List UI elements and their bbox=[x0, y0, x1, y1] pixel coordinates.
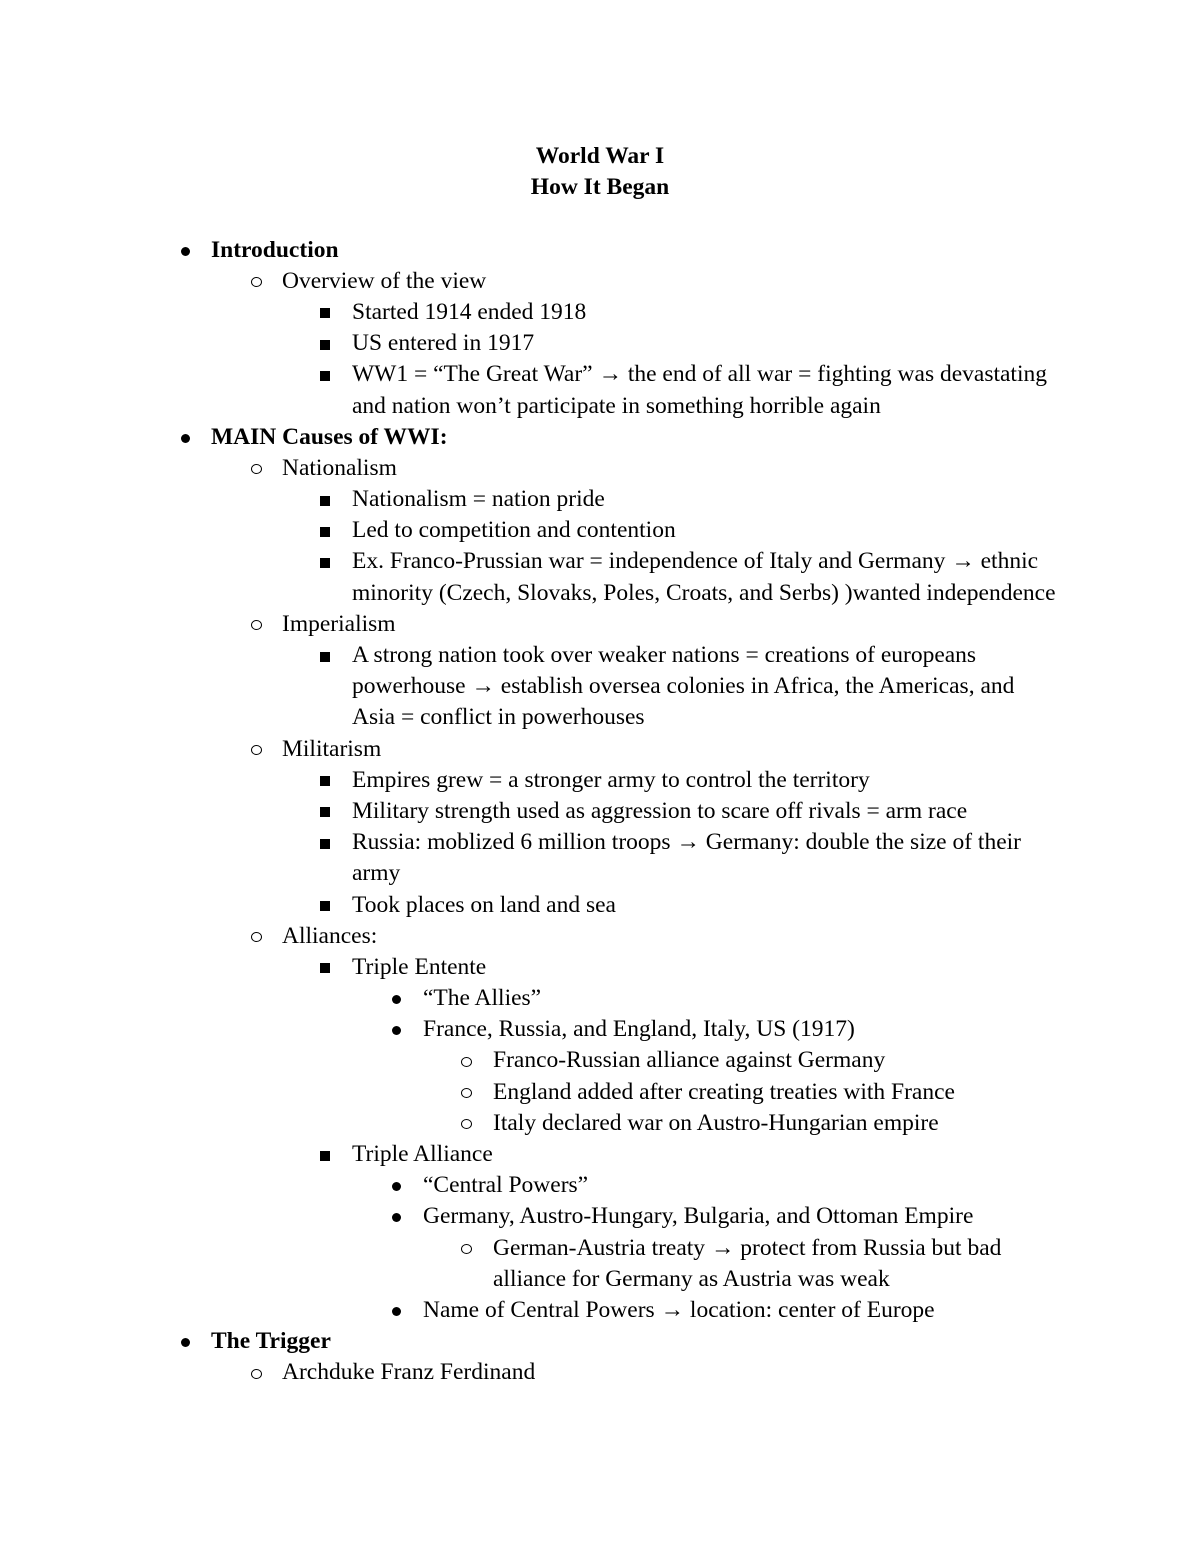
list-item-text: and nation won’t participate in something horrible again bbox=[352, 392, 881, 419]
bullet-circle-icon bbox=[251, 620, 262, 630]
list-item-text: Imperialism bbox=[282, 610, 396, 637]
list-item bbox=[0, 1139, 1200, 1170]
list-item bbox=[0, 1108, 1200, 1139]
list-item bbox=[0, 266, 1200, 297]
bullet-circle-icon bbox=[251, 277, 262, 287]
bullet-disc-icon bbox=[181, 434, 190, 443]
list-item-text: minority (Czech, Slovaks, Poles, Croats, and Serbs) )wanted independence bbox=[352, 579, 1056, 606]
list-item bbox=[0, 1045, 1200, 1076]
heading-text: Introduction bbox=[211, 236, 339, 263]
bullet-disc-icon bbox=[392, 1213, 401, 1222]
list-item-text: “Central Powers” bbox=[423, 1172, 589, 1199]
bullet-square-icon bbox=[320, 963, 330, 973]
bullet-disc-icon bbox=[392, 1307, 401, 1316]
list-item bbox=[0, 1233, 1200, 1295]
list-item-text: army bbox=[352, 860, 401, 887]
list-item-text: Started 1914 ended 1918 bbox=[352, 298, 587, 325]
bullet-square-icon bbox=[320, 839, 330, 849]
list-item bbox=[0, 1295, 1200, 1326]
list-item bbox=[0, 921, 1200, 952]
bullet-square-icon bbox=[320, 807, 330, 817]
list-item bbox=[0, 983, 1200, 1014]
list-item-text: France, Russia, and England, Italy, US (1917) bbox=[423, 1016, 855, 1043]
title-block bbox=[0, 141, 1200, 203]
heading-text: MAIN Causes of WWI: bbox=[211, 423, 448, 450]
list-item-text: Ex. Franco-Prussian war = independence of Italy and Germany → ethnic bbox=[352, 548, 1039, 575]
list-item bbox=[0, 609, 1200, 640]
list-item-text: Franco-Russian alliance against Germany bbox=[493, 1047, 886, 1074]
list-item-text: German-Austria treaty → protect from Russia but bad bbox=[493, 1234, 1002, 1261]
bullet-disc-icon bbox=[181, 1338, 190, 1347]
list-item-text: alliance for Germany as Austria was weak bbox=[493, 1265, 890, 1292]
list-item bbox=[0, 1357, 1200, 1388]
list-item bbox=[0, 1014, 1200, 1045]
bullet-square-icon bbox=[320, 527, 330, 537]
list-item-text: Militarism bbox=[282, 735, 382, 762]
list-item bbox=[0, 827, 1200, 889]
list-item-text: A strong nation took over weaker nations = creations of europeans bbox=[352, 642, 977, 669]
list-item-text: Military strength used as aggression to scare off rivals = arm race bbox=[352, 797, 968, 824]
list-item-text: powerhouse → establish oversea colonies in Africa, the Americas, and bbox=[352, 673, 1015, 700]
list-item-text: Asia = conflict in powerhouses bbox=[352, 704, 645, 731]
bullet-circle-icon bbox=[251, 745, 262, 755]
list-item-text: US entered in 1917 bbox=[352, 330, 535, 357]
outline-heading bbox=[0, 422, 1200, 453]
heading-text: The Trigger bbox=[211, 1328, 331, 1355]
bullet-disc-icon bbox=[392, 1182, 401, 1191]
bullet-square-icon bbox=[320, 776, 330, 786]
outline-list bbox=[0, 235, 1200, 1389]
list-item-text: Nationalism bbox=[282, 454, 397, 481]
list-item bbox=[0, 546, 1200, 608]
list-item bbox=[0, 734, 1200, 765]
list-item-text: Empires grew = a stronger army to control the territory bbox=[352, 766, 870, 793]
list-item bbox=[0, 328, 1200, 359]
list-item-text: Russia: moblized 6 million troops → Germany: double the size of their bbox=[352, 829, 1021, 856]
bullet-circle-icon bbox=[461, 1057, 472, 1067]
bullet-square-icon bbox=[320, 308, 330, 318]
bullet-circle-icon bbox=[251, 1369, 262, 1379]
list-item-text: Overview of the view bbox=[282, 267, 487, 294]
list-item bbox=[0, 640, 1200, 734]
list-item bbox=[0, 1077, 1200, 1108]
bullet-square-icon bbox=[320, 652, 330, 662]
bullet-disc-icon bbox=[392, 995, 401, 1004]
list-item bbox=[0, 796, 1200, 827]
list-item-text: Alliances: bbox=[282, 922, 378, 949]
list-item bbox=[0, 952, 1200, 983]
bullet-square-icon bbox=[320, 558, 330, 568]
bullet-disc-icon bbox=[181, 247, 190, 256]
list-item-text: “The Allies” bbox=[423, 985, 542, 1012]
list-item-text: Nationalism = nation pride bbox=[352, 486, 605, 513]
bullet-circle-icon bbox=[461, 1119, 472, 1129]
outline-heading bbox=[0, 235, 1200, 266]
list-item-text: Led to competition and contention bbox=[352, 517, 676, 544]
bullet-square-icon bbox=[320, 340, 330, 350]
bullet-square-icon bbox=[320, 901, 330, 911]
list-item-text: Name of Central Powers → location: center of Europe bbox=[423, 1296, 935, 1323]
list-item-text: Germany, Austro-Hungary, Bulgaria, and Ottoman Empire bbox=[423, 1203, 974, 1230]
document-subtitle: How It Began bbox=[530, 174, 670, 201]
list-item bbox=[0, 1201, 1200, 1232]
list-item bbox=[0, 453, 1200, 484]
list-item-text: Triple Entente bbox=[352, 953, 487, 980]
list-item-text: WW1 = “The Great War” → the end of all war = fighting was devastating bbox=[352, 361, 1047, 388]
bullet-disc-icon bbox=[392, 1026, 401, 1035]
list-item bbox=[0, 890, 1200, 921]
list-item-text: Triple Alliance bbox=[352, 1141, 493, 1168]
outline-heading bbox=[0, 1326, 1200, 1357]
list-item-text: Italy declared war on Austro-Hungarian empire bbox=[493, 1109, 939, 1136]
list-item bbox=[0, 297, 1200, 328]
list-item bbox=[0, 359, 1200, 421]
list-item bbox=[0, 515, 1200, 546]
document-title: World War I bbox=[535, 143, 665, 169]
list-item-text: Archduke Franz Ferdinand bbox=[282, 1359, 536, 1386]
list-item bbox=[0, 1170, 1200, 1201]
list-item bbox=[0, 765, 1200, 796]
bullet-square-icon bbox=[320, 496, 330, 506]
list-item-text: England added after creating treaties with France bbox=[493, 1078, 955, 1105]
list-item-text: Took places on land and sea bbox=[352, 891, 616, 918]
list-item bbox=[0, 484, 1200, 515]
bullet-circle-icon bbox=[461, 1088, 472, 1098]
bullet-circle-icon bbox=[461, 1244, 472, 1254]
bullet-square-icon bbox=[320, 371, 330, 381]
bullet-circle-icon bbox=[251, 932, 262, 942]
bullet-square-icon bbox=[320, 1151, 330, 1161]
bullet-circle-icon bbox=[251, 464, 262, 474]
